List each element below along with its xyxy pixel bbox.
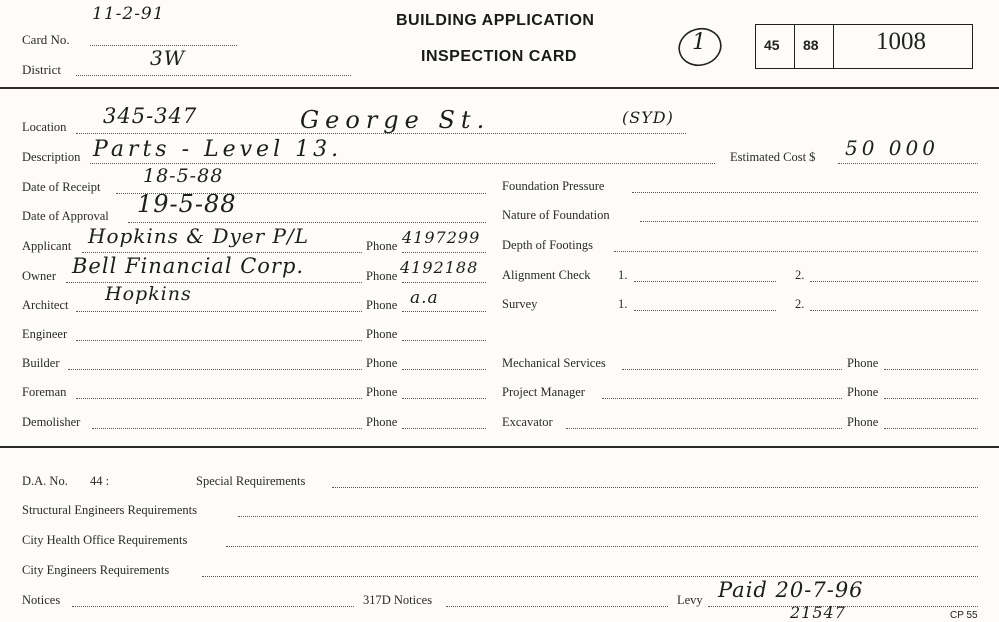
structural-requirements-label: Structural Engineers Requirements xyxy=(22,503,197,517)
alignment-num2: 2. xyxy=(795,268,805,282)
mechanical-phone-line xyxy=(884,369,978,370)
estimated-cost-line xyxy=(838,163,978,164)
alignment-check-label: Alignment Check xyxy=(502,268,591,282)
notices-label: Notices xyxy=(22,593,61,607)
id-box-1-value: 45 xyxy=(764,37,780,53)
estimated-cost-value: 50 000 xyxy=(845,136,939,160)
owner-label: Owner xyxy=(22,269,57,283)
builder-label: Builder xyxy=(22,356,60,370)
id-box-3-value: 1008 xyxy=(876,28,926,55)
location-suffix: (SYD) xyxy=(622,108,674,127)
architect-phone: a.a xyxy=(410,288,439,308)
demolisher-phone-label: Phone xyxy=(366,415,398,429)
location-label: Location xyxy=(22,120,67,134)
district-line xyxy=(76,75,351,76)
applicant-phone-line xyxy=(402,252,486,253)
description-label: Description xyxy=(22,150,81,164)
date-receipt-value: 18-5-88 xyxy=(143,165,224,187)
divider-bottom xyxy=(0,446,999,448)
card-no-label: Card No. xyxy=(22,32,70,47)
special-requirements-label: Special Requirements xyxy=(196,474,306,488)
form-title-line2: INSPECTION CARD xyxy=(421,48,577,65)
mechanical-services-line xyxy=(622,369,842,370)
applicant-phone: 4197299 xyxy=(402,228,481,247)
survey-num2: 2. xyxy=(795,297,805,311)
builder-phone-label: Phone xyxy=(366,356,398,370)
foreman-line xyxy=(76,398,362,399)
owner-phone-label: Phone xyxy=(366,269,398,283)
alignment-line1 xyxy=(634,281,776,282)
project-manager-line xyxy=(602,398,842,399)
architect-phone-label: Phone xyxy=(366,298,398,312)
levy-number: 21547 xyxy=(790,603,846,622)
foreman-phone-label: Phone xyxy=(366,385,398,399)
da-no-value: 44 : xyxy=(90,474,110,488)
form-title-line1: BUILDING APPLICATION xyxy=(396,12,595,29)
foundation-pressure-label: Foundation Pressure xyxy=(502,179,605,193)
project-manager-phone-line xyxy=(884,398,978,399)
city-health-label: City Health Office Requirements xyxy=(22,533,188,547)
description-line xyxy=(90,163,715,164)
demolisher-label: Demolisher xyxy=(22,415,81,429)
location-street: George St. xyxy=(300,106,491,134)
foundation-pressure-line xyxy=(632,192,978,193)
notices-317d-line xyxy=(446,606,668,607)
card-date: 11-2-91 xyxy=(92,4,165,24)
date-approval-line xyxy=(128,222,486,223)
district-value: 3W xyxy=(150,46,186,70)
city-engineers-line xyxy=(202,576,978,577)
alignment-num1: 1. xyxy=(618,268,628,282)
alignment-line2 xyxy=(810,281,978,282)
demolisher-line xyxy=(92,428,362,429)
excavator-phone-label: Phone xyxy=(847,415,879,429)
mechanical-phone-label: Phone xyxy=(847,356,879,370)
excavator-line xyxy=(566,428,842,429)
mechanical-services-label: Mechanical Services xyxy=(502,356,606,370)
excavator-label: Excavator xyxy=(502,415,553,429)
city-health-line xyxy=(226,546,978,547)
description-value: Parts - Level 13. xyxy=(93,137,343,162)
project-manager-label: Project Manager xyxy=(502,385,585,399)
id-box-2-value: 88 xyxy=(803,37,819,53)
nature-foundation-label: Nature of Foundation xyxy=(502,208,610,222)
foreman-phone-line xyxy=(402,398,486,399)
levy-label: Levy xyxy=(677,593,703,607)
location-value: 345-347 xyxy=(103,104,198,128)
date-approval-label: Date of Approval xyxy=(22,209,109,223)
excavator-phone-line xyxy=(884,428,978,429)
city-engineers-label: City Engineers Requirements xyxy=(22,563,170,577)
builder-line xyxy=(68,369,362,370)
district-label: District xyxy=(22,62,61,77)
applicant-phone-label: Phone xyxy=(366,239,398,253)
builder-phone-line xyxy=(402,369,486,370)
structural-requirements-line xyxy=(238,516,978,517)
foreman-label: Foreman xyxy=(22,385,67,399)
architect-value: Hopkins xyxy=(105,283,192,305)
notices-line xyxy=(72,606,354,607)
estimated-cost-label: Estimated Cost $ xyxy=(730,150,816,164)
da-no-label: D.A. No. xyxy=(22,474,68,488)
special-requirements-line xyxy=(332,487,978,488)
survey-line2 xyxy=(810,310,978,311)
demolisher-phone-line xyxy=(402,428,486,429)
depth-footings-line xyxy=(614,251,978,252)
engineer-phone-line xyxy=(402,340,486,341)
architect-label: Architect xyxy=(22,298,69,312)
owner-phone-line xyxy=(402,282,486,283)
date-receipt-label: Date of Receipt xyxy=(22,180,101,194)
project-manager-phone-label: Phone xyxy=(847,385,879,399)
nature-foundation-line xyxy=(640,221,978,222)
applicant-line xyxy=(82,252,362,253)
survey-label: Survey xyxy=(502,297,538,311)
notices-317d-label: 317D Notices xyxy=(363,593,433,607)
survey-num1: 1. xyxy=(618,297,628,311)
engineer-line xyxy=(76,340,362,341)
owner-phone: 4192188 xyxy=(400,258,479,277)
levy-value: Paid 20-7-96 xyxy=(718,578,864,602)
depth-footings-label: Depth of Footings xyxy=(502,238,593,252)
survey-line1 xyxy=(634,310,776,311)
engineer-label: Engineer xyxy=(22,327,68,341)
form-code: CP 55 xyxy=(950,610,978,621)
engineer-phone-label: Phone xyxy=(366,327,398,341)
architect-line xyxy=(76,311,362,312)
owner-value: Bell Financial Corp. xyxy=(72,254,305,278)
applicant-label: Applicant xyxy=(22,239,72,253)
circled-number-value: 1 xyxy=(692,30,707,55)
architect-phone-line xyxy=(402,311,486,312)
divider-top xyxy=(0,87,999,89)
applicant-value: Hopkins & Dyer P/L xyxy=(88,224,310,248)
date-approval-value: 19-5-88 xyxy=(137,190,237,218)
